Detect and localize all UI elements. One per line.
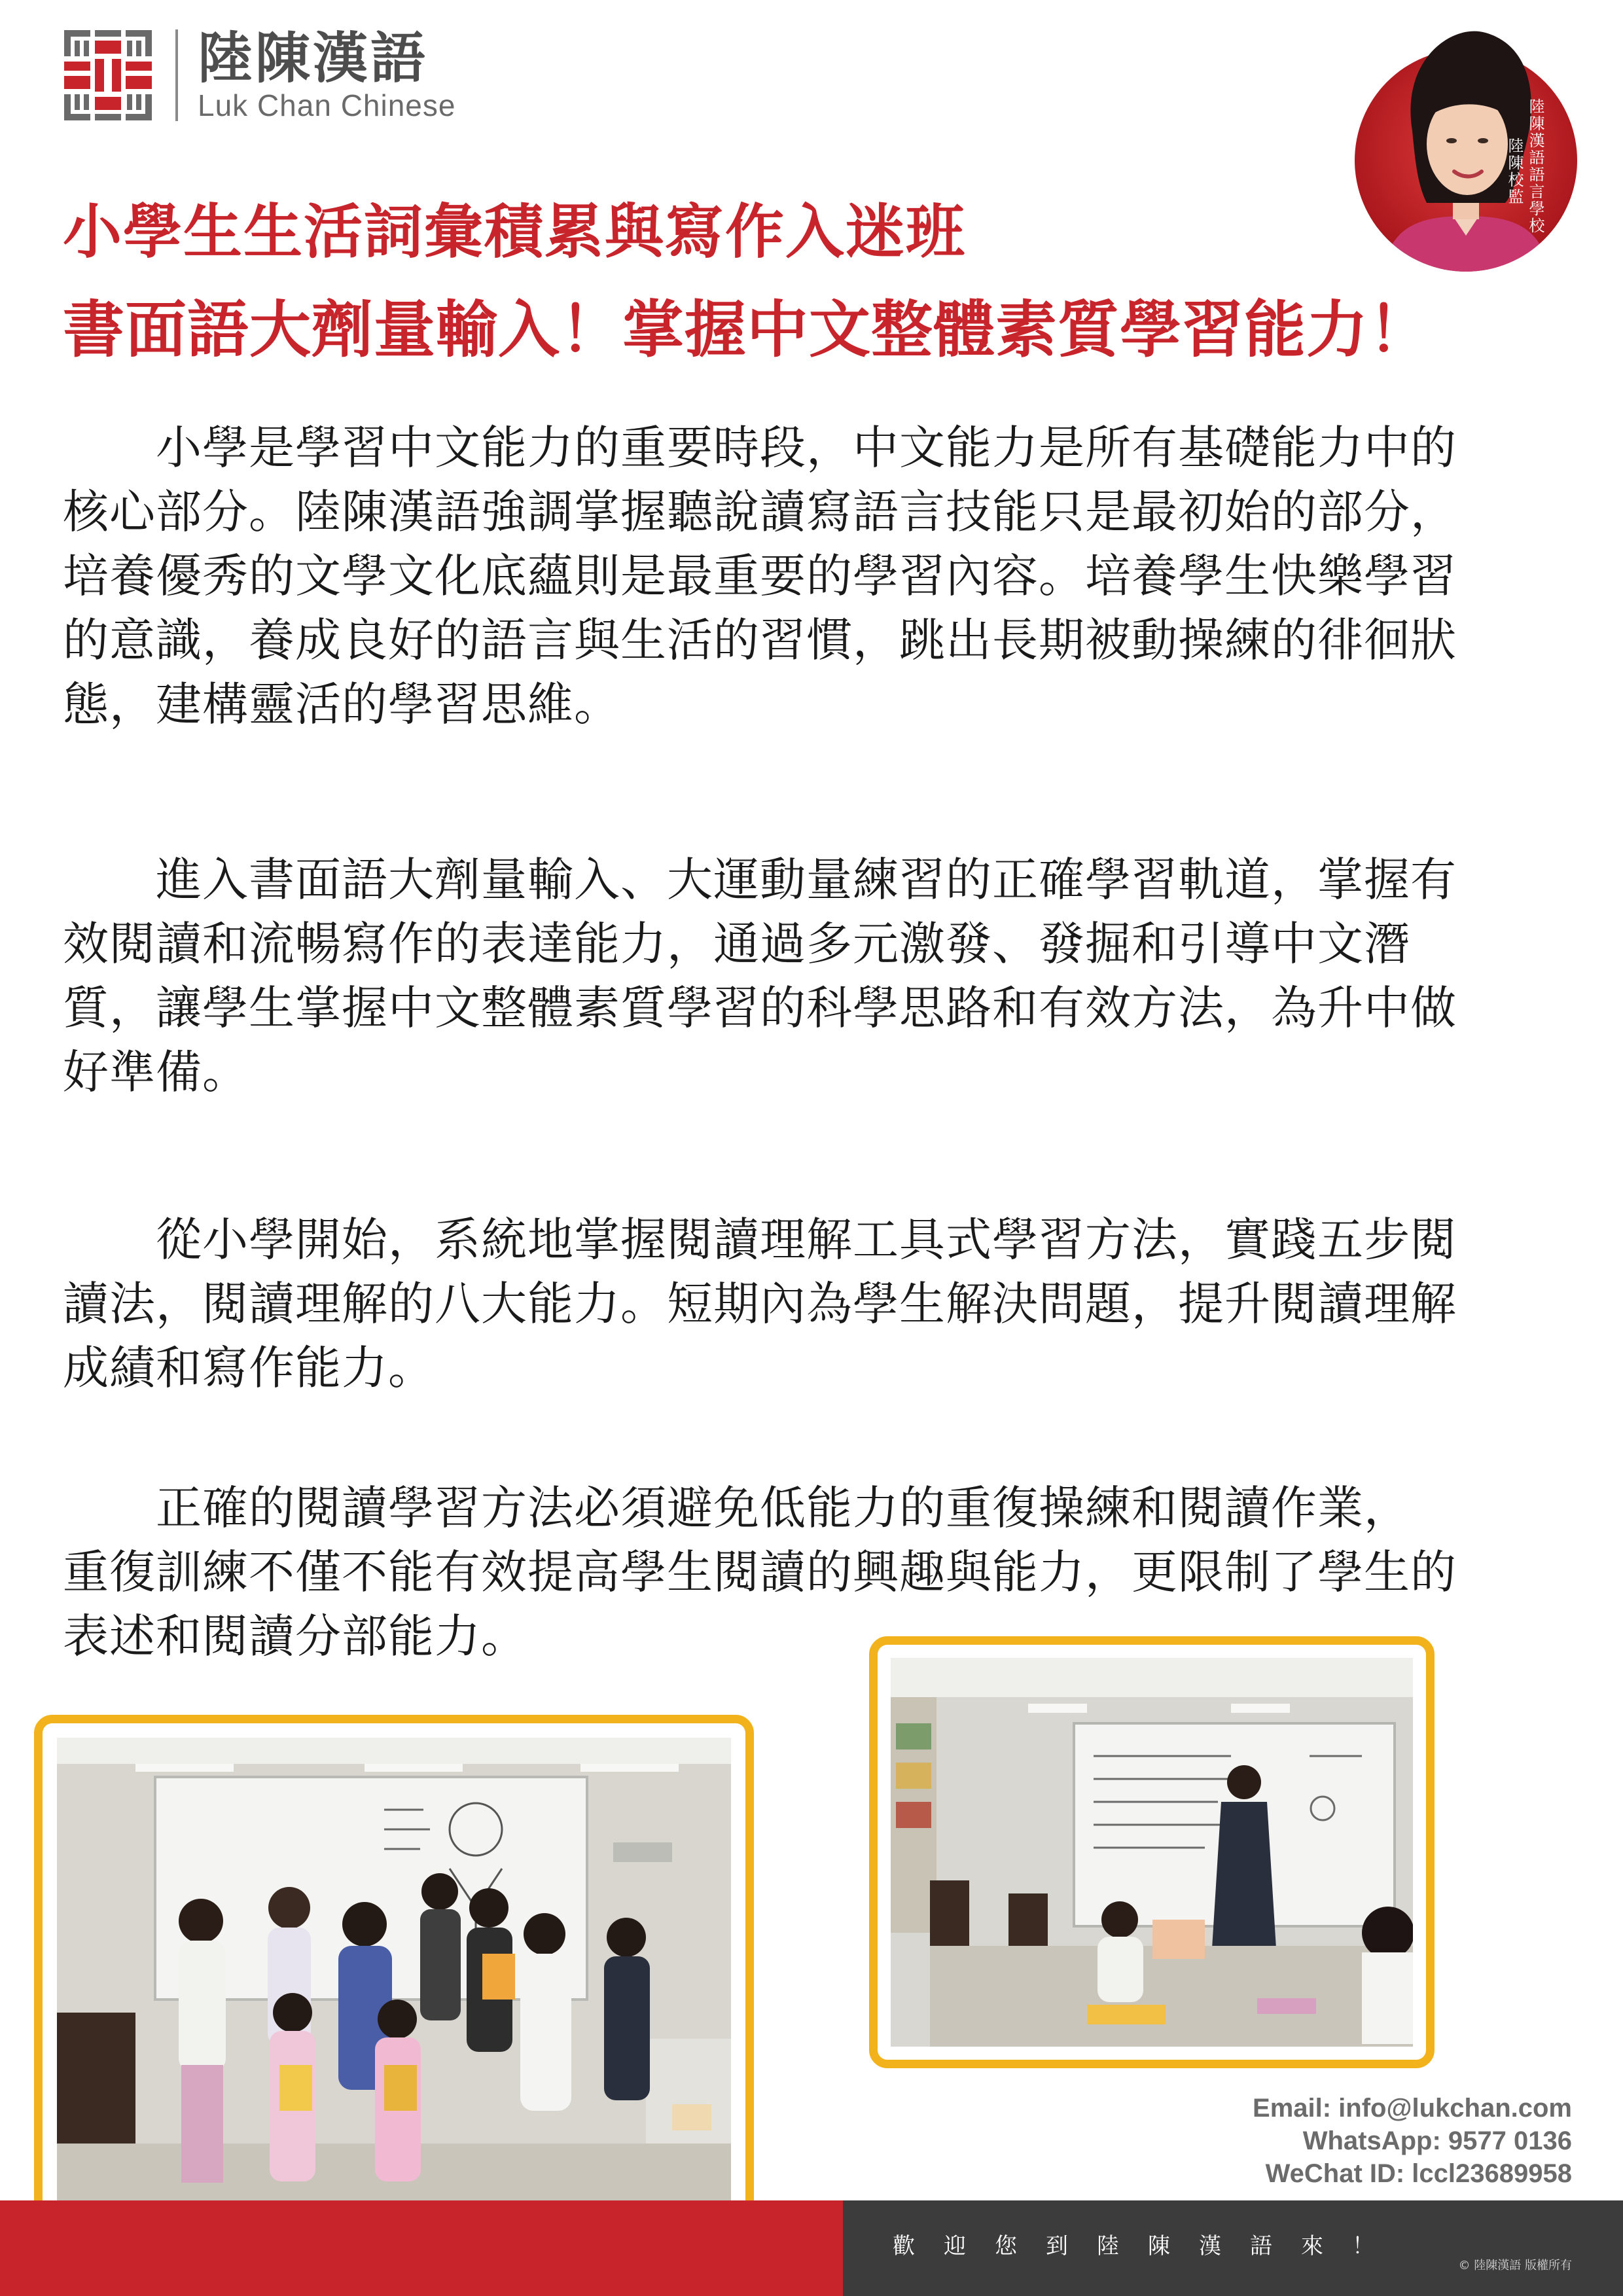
paragraph-1 bbox=[63, 416, 1561, 736]
class-group-photo bbox=[34, 1715, 754, 2258]
paragraph-line: 重復訓練不僅不能有效提高學生閱讀的興趣與能力，更限制了學生的 bbox=[63, 1545, 1457, 1599]
paragraph-line: 培養優秀的文學文化底蘊則是最重要的學習內容。培養學生快樂學習 bbox=[63, 549, 1457, 603]
page-title: 小學生生活詞彙積累與寫作入迷班 bbox=[63, 198, 966, 266]
logo-text bbox=[198, 28, 455, 122]
paragraph-line: 從小學開始，系統地掌握閱讀理解工具式學習方法，實踐五步閱 bbox=[63, 1213, 1457, 1266]
paragraph-line: 成績和寫作能力。 bbox=[63, 1341, 435, 1395]
principal-portrait bbox=[1355, 20, 1577, 281]
class-group-photo-image bbox=[57, 1738, 731, 2235]
paragraph-line: 進入書面語大劑量輸入、大運動量練習的正確學習軌道，掌握有 bbox=[63, 853, 1457, 906]
paragraph-line: 正確的閱讀學習方法必須避免低能力的重復操練和閱讀作業， bbox=[63, 1481, 1410, 1535]
paragraph-line: 好準備。 bbox=[63, 1045, 249, 1099]
footer-copyright: © 陸陳漢語 版權所有 bbox=[1458, 2259, 1572, 2272]
portrait-caption-principal: 陸陳校監 bbox=[1505, 137, 1524, 206]
paragraph-line: 質，讓學生掌握中文整體素質學習的科學思路和有效方法，為升中做 bbox=[63, 981, 1457, 1035]
paragraph-line: 小學是學習中文能力的重要時段，中文能力是所有基礎能力中的 bbox=[63, 421, 1457, 475]
luk-chan-logo-icon bbox=[64, 30, 152, 120]
contact-wechat: WeChat ID: lccl23689958 bbox=[1265, 2159, 1572, 2188]
paragraph-line: 的意識，養成良好的語言與生活的習慣，跳出長期被動操練的徘徊狀 bbox=[63, 613, 1457, 667]
footer-red-band bbox=[0, 2200, 843, 2296]
paragraph-line: 效閱讀和流暢寫作的表達能力，通過多元激發、發掘和引導中文潛 bbox=[63, 917, 1410, 971]
logo-divider bbox=[175, 29, 178, 121]
paragraph-3 bbox=[63, 1208, 1561, 1400]
footer-slogan: 歡迎您到陸陳漢語來！ bbox=[893, 2233, 1403, 2259]
brand-logo bbox=[64, 26, 455, 124]
contact-info bbox=[1253, 2092, 1572, 2190]
paragraph-line: 態，建構靈活的學習思維。 bbox=[63, 677, 620, 731]
brand-name-chinese: 陸陳漢語 bbox=[198, 26, 429, 90]
contact-email[interactable]: Email: info@lukchan.com bbox=[1253, 2094, 1572, 2123]
brand-name-english: Luk Chan Chinese bbox=[198, 88, 456, 122]
page-subtitle: 書面語大劑量輸入！掌握中文整體素質學習能力！ bbox=[63, 295, 1431, 366]
teaching-photo bbox=[869, 1636, 1435, 2068]
paragraph-line: 核心部分。陸陳漢語強調掌握聽說讀寫語言技能只是最初始的部分， bbox=[63, 485, 1457, 539]
teaching-photo-image bbox=[891, 1658, 1413, 2047]
paragraph-line: 讀法，閱讀理解的八大能力。短期內為學生解決問題，提升閱讀理解 bbox=[63, 1277, 1457, 1331]
portrait-caption-school: 陸陳漢語語言學校 bbox=[1526, 98, 1544, 234]
contact-whatsapp[interactable]: WhatsApp: 9577 0136 bbox=[1302, 2126, 1572, 2155]
paragraph-2 bbox=[63, 848, 1561, 1104]
paragraph-line: 表述和閱讀分部能力。 bbox=[63, 1609, 527, 1663]
